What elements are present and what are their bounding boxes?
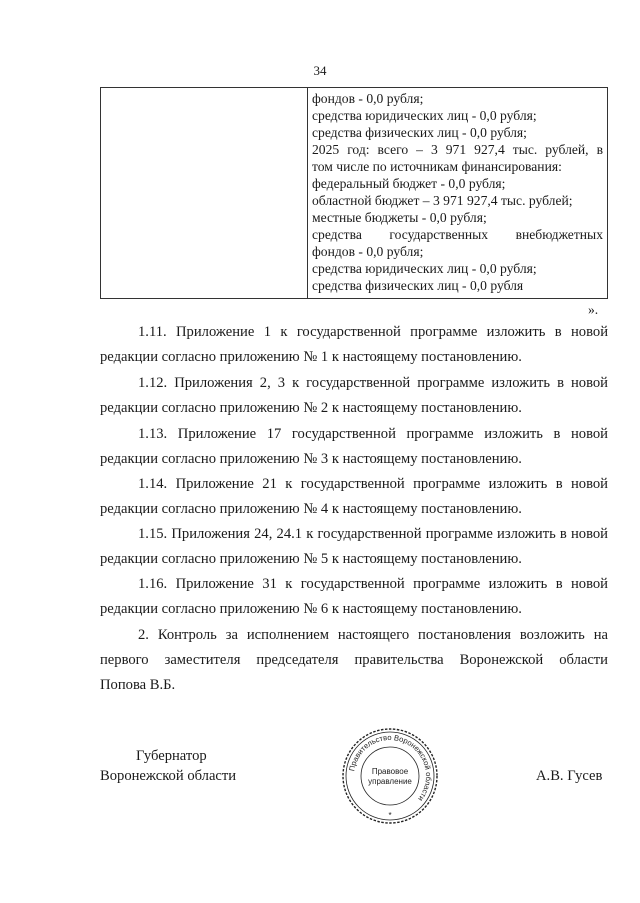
- paragraph-rest: редакции согласно приложению № 5 к настоящему постановлению.: [100, 551, 522, 567]
- paragraph-1-14: [100, 472, 608, 522]
- table-line: средства государственных внебюджетных: [312, 227, 603, 242]
- seal-ring-text: Правительство Воронежской области: [347, 732, 434, 804]
- table-line: федеральный бюджет - 0,0 рубля;: [312, 176, 506, 191]
- signature-name: А.В. Гусев: [536, 768, 603, 784]
- table-line: средства физических лиц - 0,0 рубля;: [312, 125, 527, 140]
- table-line: средства юридических лиц - 0,0 рубля;: [312, 108, 537, 123]
- seal-center-line1: Правовое: [371, 767, 409, 776]
- official-seal: [340, 726, 440, 826]
- paragraph-1-12: [100, 371, 608, 421]
- paragraph-control: [100, 623, 608, 698]
- table-line: средства юридических лиц - 0,0 рубля;: [312, 261, 537, 276]
- table-line: средства физических лиц - 0,0 рубля: [312, 278, 524, 293]
- table-left-cell: [101, 88, 308, 298]
- seal-center-line2: управление: [368, 777, 412, 786]
- table-line: 2025 год: всего – 3 971 927,4 тыс. рублей, в: [312, 142, 603, 157]
- paragraph-rest: редакции согласно приложению № 6 к настоящему постановлению.: [100, 601, 522, 617]
- paragraph-1-16: [100, 572, 608, 622]
- paragraph-rest: редакции согласно приложению № 4 к настоящему постановлению.: [100, 501, 522, 517]
- paragraph-first-line: 1.11. Приложение 1 к государственной программе изложить в новой: [138, 324, 608, 340]
- paragraph-1-11: [100, 320, 608, 370]
- paragraph-first-line: 1.13. Приложение 17 государственной программе изложить в новой: [138, 426, 608, 442]
- paragraph-first-line: 2. Контроль за исполнением настоящего постановления возложить на: [138, 627, 608, 643]
- seal-star-icon: *: [388, 811, 392, 820]
- table-line: областной бюджет – 3 971 927,4 тыс. рублей;: [312, 193, 573, 208]
- paragraph-first-line: 1.16. Приложение 31 к государственной программе изложить в новой: [138, 576, 608, 592]
- table-line: том числе по источникам финансирования:: [312, 159, 562, 174]
- signature-title-line2: Воронежской области: [100, 768, 237, 784]
- paragraph-third-line: Попова В.Б.: [100, 677, 176, 693]
- paragraph-1-13: [100, 422, 608, 472]
- paragraph-rest: редакции согласно приложению № 3 к настоящему постановлению.: [100, 451, 522, 467]
- paragraph-first-line: 1.15. Приложения 24, 24.1 к государственной программе изложить в новой: [138, 526, 608, 542]
- paragraph-first-line: 1.14. Приложение 21 к государственной программе изложить в новой: [138, 476, 608, 492]
- financing-table: [100, 87, 608, 299]
- signature-title-line1: Губернатор: [136, 748, 207, 764]
- table-line: местные бюджеты - 0,0 рубля;: [312, 210, 487, 225]
- closing-quote: ».: [588, 302, 599, 317]
- paragraph-rest: редакции согласно приложению № 2 к настоящему постановлению.: [100, 400, 522, 416]
- page-number: 34: [313, 63, 327, 78]
- table-line: фондов - 0,0 рубля;: [312, 244, 424, 259]
- paragraph-second-line: первого заместителя председателя правительства Воронежской области: [100, 652, 608, 668]
- paragraph-first-line: 1.12. Приложения 2, 3 к государственной программе изложить в новой: [138, 375, 608, 391]
- paragraph-1-15: [100, 522, 608, 572]
- table-line: фондов - 0,0 рубля;: [312, 91, 424, 106]
- table-right-cell: [308, 88, 607, 298]
- paragraph-rest: редакции согласно приложению № 1 к настоящему постановлению.: [100, 349, 522, 365]
